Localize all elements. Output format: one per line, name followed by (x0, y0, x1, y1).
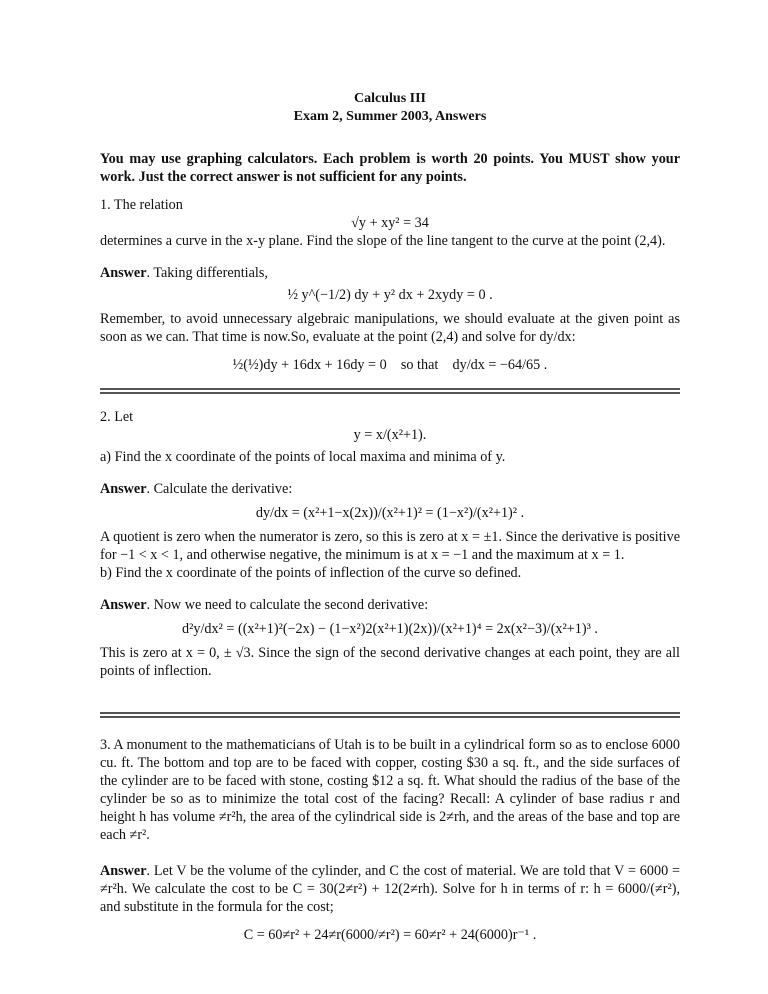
answer-intro: . Taking differentials, (146, 265, 268, 281)
section-divider (100, 712, 680, 718)
answer-b-text: This is zero at x = 0, ± √3. Since the sign of the second derivative changes at each point, they are all points of inflection. (100, 645, 680, 679)
problem3-statement: 3. A monument to the mathematicians of Utah is to be built in a cylindrical form so as to enclose 6000 cu. ft. The bottom and top are to be faced with copper, costing $30 a sq. ft., and the side surfaces of the cylinder are to be faced with stone, costing $12 a sq. ft. What should the radius of the base of the cylinder be so as to minimize the total cost of the facing? Recall: A cylinder of base radius r and height h has volume ≠r²h, the area of the cylindrical side is 2≠rh, and the areas of the base and top are each ≠r². (100, 737, 680, 843)
answer-text: . Let V be the volume of the cylinder, and C the cost of material. We are told that V = 6000 = ≠r²h. We calculate the cost to be C = 30(2≠r²) + 12(2≠rh). Solve for h in terms of r: h = 6000/(≠r²), and substitute in the formula for the cost; (100, 863, 680, 915)
problem2-function: y = x/(x²+1). (353, 427, 427, 443)
exam-title: Exam 2, Summer 2003, Answers (293, 109, 487, 124)
evaluated-equation (100, 356, 680, 374)
problem2-answer-a (100, 480, 680, 498)
answer-label: Answer (100, 597, 147, 613)
problem2-answer-b (100, 596, 680, 614)
problem1-question: determines a curve in the x-y plane. Find the slope of the line tangent to the curve at the point (2,4). (100, 233, 666, 249)
first-derivative: dy/dx = (x²+1−x(2x))/(x²+1)² = (1−x²)/(x²+1)² . (255, 505, 525, 521)
evaluated-eq-text: ½(½)dy + 16dx + 16dy = 0 (232, 357, 387, 373)
cost-equation: C = 60≠r² + 24≠r(6000/≠r²) = 60≠r² + 24(6000)r⁻¹ . (243, 927, 537, 943)
so-that-text: so that (400, 357, 439, 373)
slope-result: dy/dx = −64/65 . (452, 357, 548, 373)
answer-a-intro: . Calculate the derivative: (146, 481, 293, 497)
instructions: You may use graphing calculators. Each problem is worth 20 points. You MUST show your work. Just the correct answer is not sufficient for any points. (100, 151, 680, 185)
answer-label: Answer (100, 265, 147, 281)
section-divider (100, 388, 680, 394)
problem2-intro: 2. Let (100, 409, 134, 425)
problem1-equation: √y + xy² = 34 (351, 215, 429, 231)
second-derivative: d²y/dx² = ((x²+1)²(−2x) − (1−x²)2(x²+1)(2x))/(x²+1)⁴ = 2x(x²−3)/(x²+1)³ . (182, 621, 598, 637)
problem1-remark: Remember, to avoid unnecessary algebraic manipulations, we should evaluate at the given point as soon as we can. That time is now.So, evaluate at the point (2,4) and solve for dy/dx: (100, 311, 680, 345)
exam-page (100, 0, 680, 984)
problem1-answer (100, 264, 680, 282)
problem1-intro: 1. The relation (100, 197, 183, 213)
answer-b-intro: . Now we need to calculate the second derivative: (146, 597, 429, 613)
differential-equation: ½ y^(−1/2) dy + y² dx + 2xydy = 0 . (287, 287, 493, 303)
problem2-part-b: b) Find the x coordinate of the points of inflection of the curve so defined. (100, 565, 522, 581)
problem3-answer (100, 862, 680, 916)
answer-label: Answer (100, 481, 147, 497)
course-title: Calculus III (354, 91, 426, 106)
problem2-part-a: a) Find the x coordinate of the points of local maxima and minima of y. (100, 449, 506, 465)
answer-label: Answer (100, 863, 147, 879)
answer-a-text: A quotient is zero when the numerator is zero, so this is zero at x = ±1. Since the derivative is positive for −1 < x < 1, and otherwise negative, the minimum is at x = −1 and the maximum at x = 1. (100, 529, 680, 563)
